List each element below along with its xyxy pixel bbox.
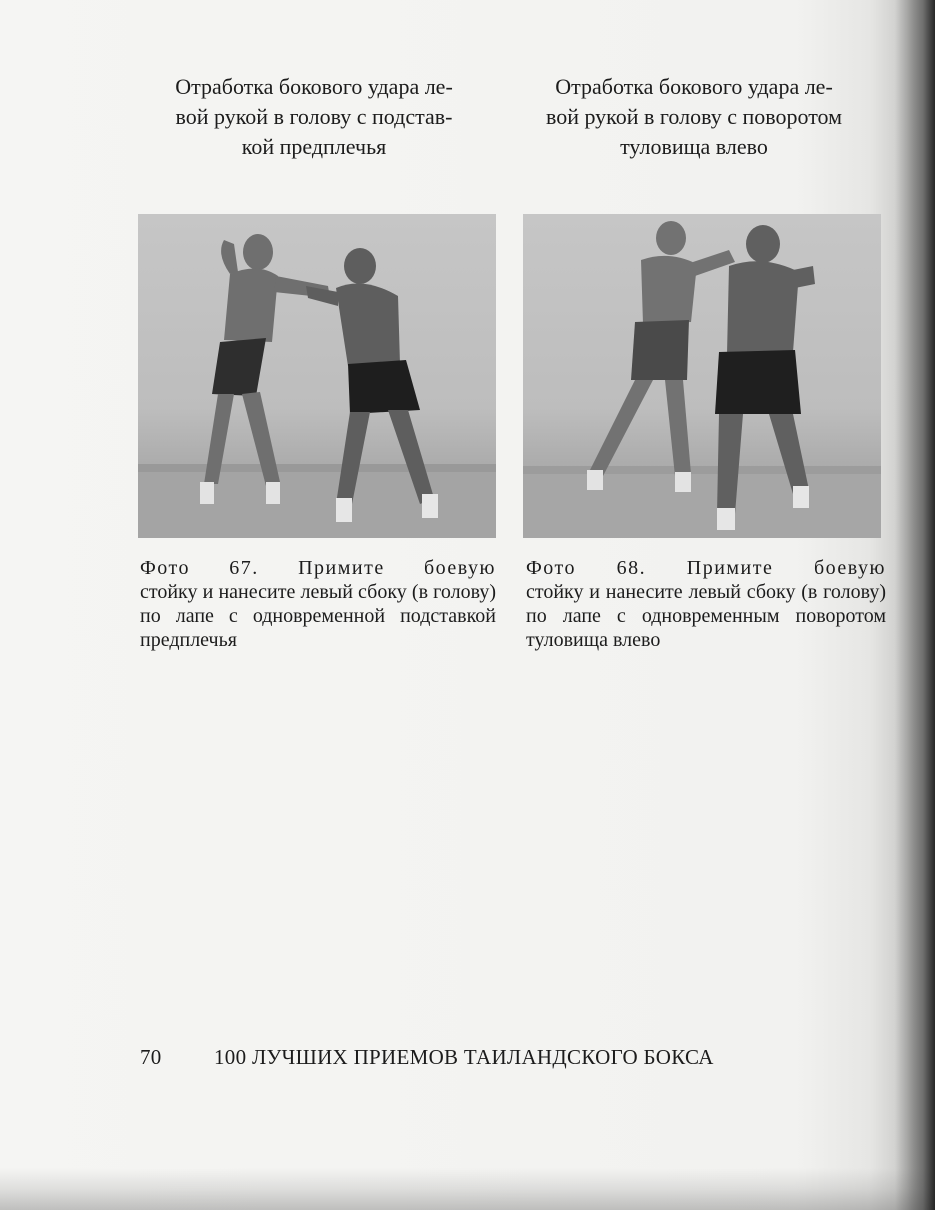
caption-photo-67-lead: Фото 67. Примите боевую	[140, 557, 496, 579]
caption-photo-67-text: стойку и нанесите левый сбоку (в голову) по лапе с одновременной подставкой предплечья	[140, 581, 496, 651]
scan-bottom-shadow	[0, 1168, 935, 1210]
book-title: 100 ЛУЧШИХ ПРИЕМОВ ТАИЛАНДСКОГО БОКСА	[214, 1045, 714, 1069]
heading-left: Отработка бокового удара ле- вой рукой в голову с подстав- кой предплечья	[175, 74, 453, 159]
heading-right: Отработка бокового удара ле- вой рукой в голову с поворотом туловища влево	[545, 74, 843, 159]
photo-67	[138, 214, 496, 538]
scan-right-edge	[895, 0, 935, 1210]
caption-photo-68-text: стойку и нанесите левый сбоку (в голову) по лапе с одновременным поворотом туловища влево	[526, 581, 886, 651]
photo-68-illustration	[523, 214, 881, 538]
caption-photo-68-lead: Фото 68. Примите боевую	[526, 557, 886, 579]
photo-67-illustration	[138, 214, 496, 538]
photo-68	[523, 214, 881, 538]
page-number: 70	[140, 1045, 162, 1069]
caption-photo-68	[526, 556, 886, 652]
caption-photo-67	[140, 556, 496, 652]
